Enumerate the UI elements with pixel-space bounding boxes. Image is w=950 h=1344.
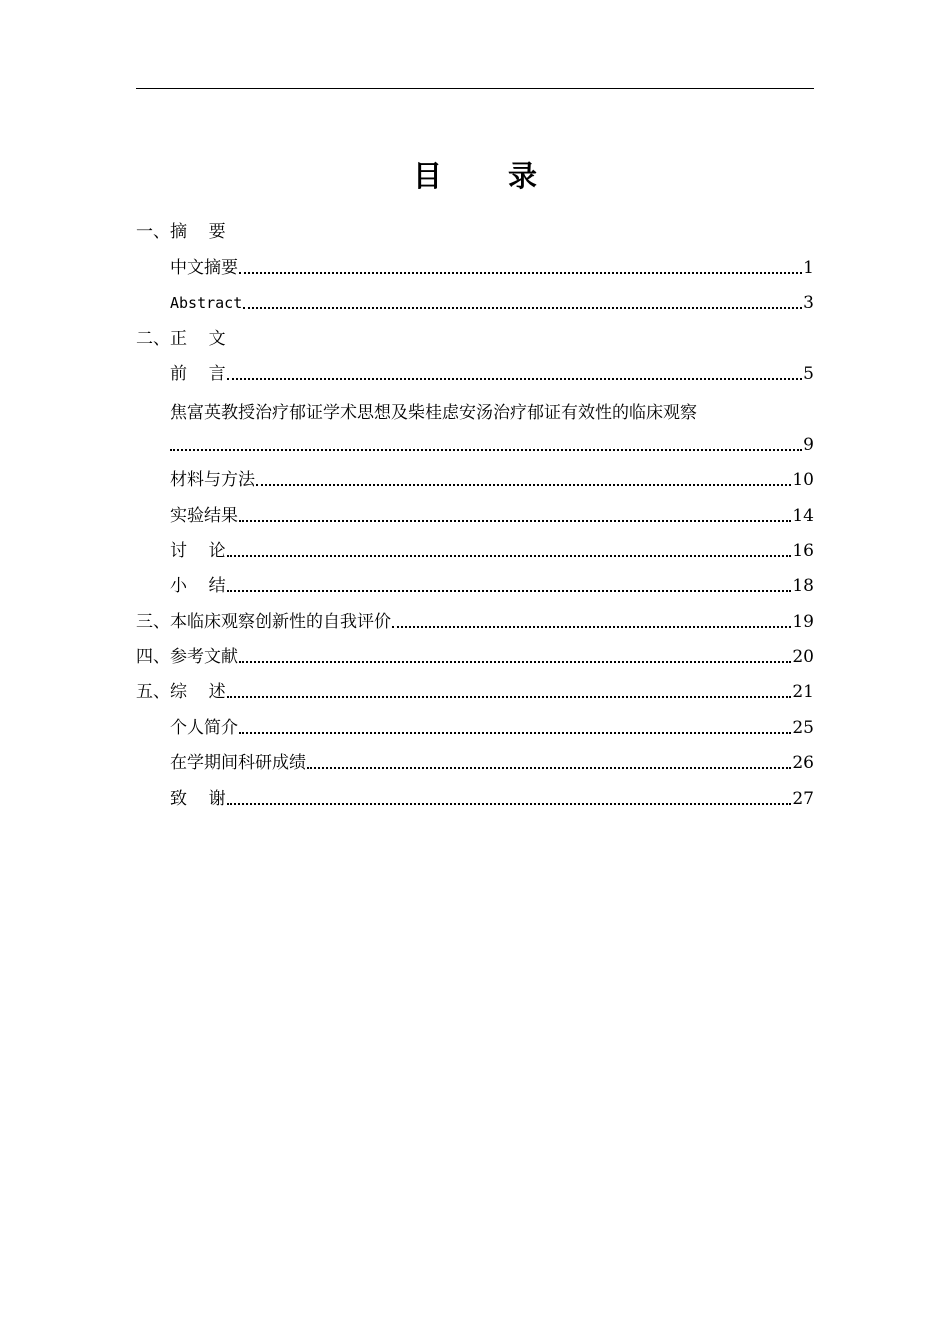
toc-entry[interactable] xyxy=(136,601,814,636)
toc-entry-label: 小 结 xyxy=(170,576,226,597)
toc-entry-page: 14 xyxy=(792,505,814,526)
toc-entry[interactable] xyxy=(136,212,814,247)
toc-entry[interactable] xyxy=(136,707,814,742)
toc-entry-label: 前 言 xyxy=(170,363,226,384)
toc-entry-label: 在学期间科研成绩 xyxy=(170,753,306,774)
toc-entry-label: 五、综 述 xyxy=(136,682,226,703)
dot-leader xyxy=(256,484,791,486)
toc-entry[interactable] xyxy=(136,318,814,353)
toc-entry-label: 致 谢 xyxy=(170,788,226,809)
toc-entry-page: 26 xyxy=(792,753,814,774)
toc-entry-page: 18 xyxy=(792,576,814,597)
toc-entry-page: 25 xyxy=(792,717,814,738)
toc-entry-page: 1 xyxy=(803,257,814,278)
toc-entry-page: 20 xyxy=(792,647,814,668)
dot-leader xyxy=(227,590,792,592)
toc-entry-label: 三、本临床观察创新性的自我评价 xyxy=(136,611,391,632)
dot-leader xyxy=(227,803,792,805)
toc-entry-page: 16 xyxy=(792,540,814,561)
toc-entry-page: 9 xyxy=(803,434,814,455)
toc-entry[interactable] xyxy=(136,743,814,778)
toc-entry[interactable] xyxy=(136,460,814,495)
dot-leader xyxy=(239,520,791,522)
toc-entry-label: 中文摘要 xyxy=(170,257,238,278)
dot-leader xyxy=(307,767,791,769)
toc-entry-page: 3 xyxy=(803,293,814,314)
toc-entry-label: 个人简介 xyxy=(170,717,238,738)
toc-entry[interactable] xyxy=(136,637,814,672)
toc-entry[interactable] xyxy=(136,283,814,318)
toc-entry-page: 21 xyxy=(792,682,814,703)
toc-entry-continuation[interactable] xyxy=(136,424,814,459)
table-of-contents xyxy=(136,212,814,814)
toc-entry[interactable] xyxy=(136,495,814,530)
toc-entry[interactable] xyxy=(136,778,814,813)
toc-entry-label: 焦富英教授治疗郁证学术思想及柴桂虑安汤治疗郁证有效性的临床观察 xyxy=(170,403,697,424)
toc-entry[interactable] xyxy=(136,389,814,424)
toc-entry[interactable] xyxy=(136,531,814,566)
dot-leader xyxy=(227,378,803,380)
toc-entry-page: 5 xyxy=(803,363,814,384)
header-rule xyxy=(136,88,814,89)
toc-entry-label: 讨 论 xyxy=(170,540,226,561)
toc-entry-label: 一、摘 要 xyxy=(136,222,226,243)
dot-leader xyxy=(227,696,792,698)
toc-entry[interactable] xyxy=(136,354,814,389)
toc-entry-label: 实验结果 xyxy=(170,505,238,526)
toc-entry-page: 10 xyxy=(792,470,814,491)
toc-entry-page: 27 xyxy=(792,788,814,809)
toc-entry-label: 二、正 文 xyxy=(136,328,226,349)
dot-leader xyxy=(239,732,791,734)
toc-entry-page: 19 xyxy=(792,611,814,632)
toc-entry[interactable] xyxy=(136,672,814,707)
dot-leader xyxy=(227,555,792,557)
page-title: 目 录 xyxy=(412,159,566,193)
dot-leader xyxy=(239,661,791,663)
dot-leader xyxy=(170,449,802,451)
toc-entry-label: 四、参考文献 xyxy=(136,647,238,668)
dot-leader xyxy=(243,307,802,309)
toc-entry-label: 材料与方法 xyxy=(170,470,255,491)
dot-leader xyxy=(239,272,802,274)
toc-entry[interactable] xyxy=(136,247,814,282)
toc-entry-label: Abstract xyxy=(170,294,243,313)
toc-entry[interactable] xyxy=(136,566,814,601)
dot-leader xyxy=(392,626,791,628)
